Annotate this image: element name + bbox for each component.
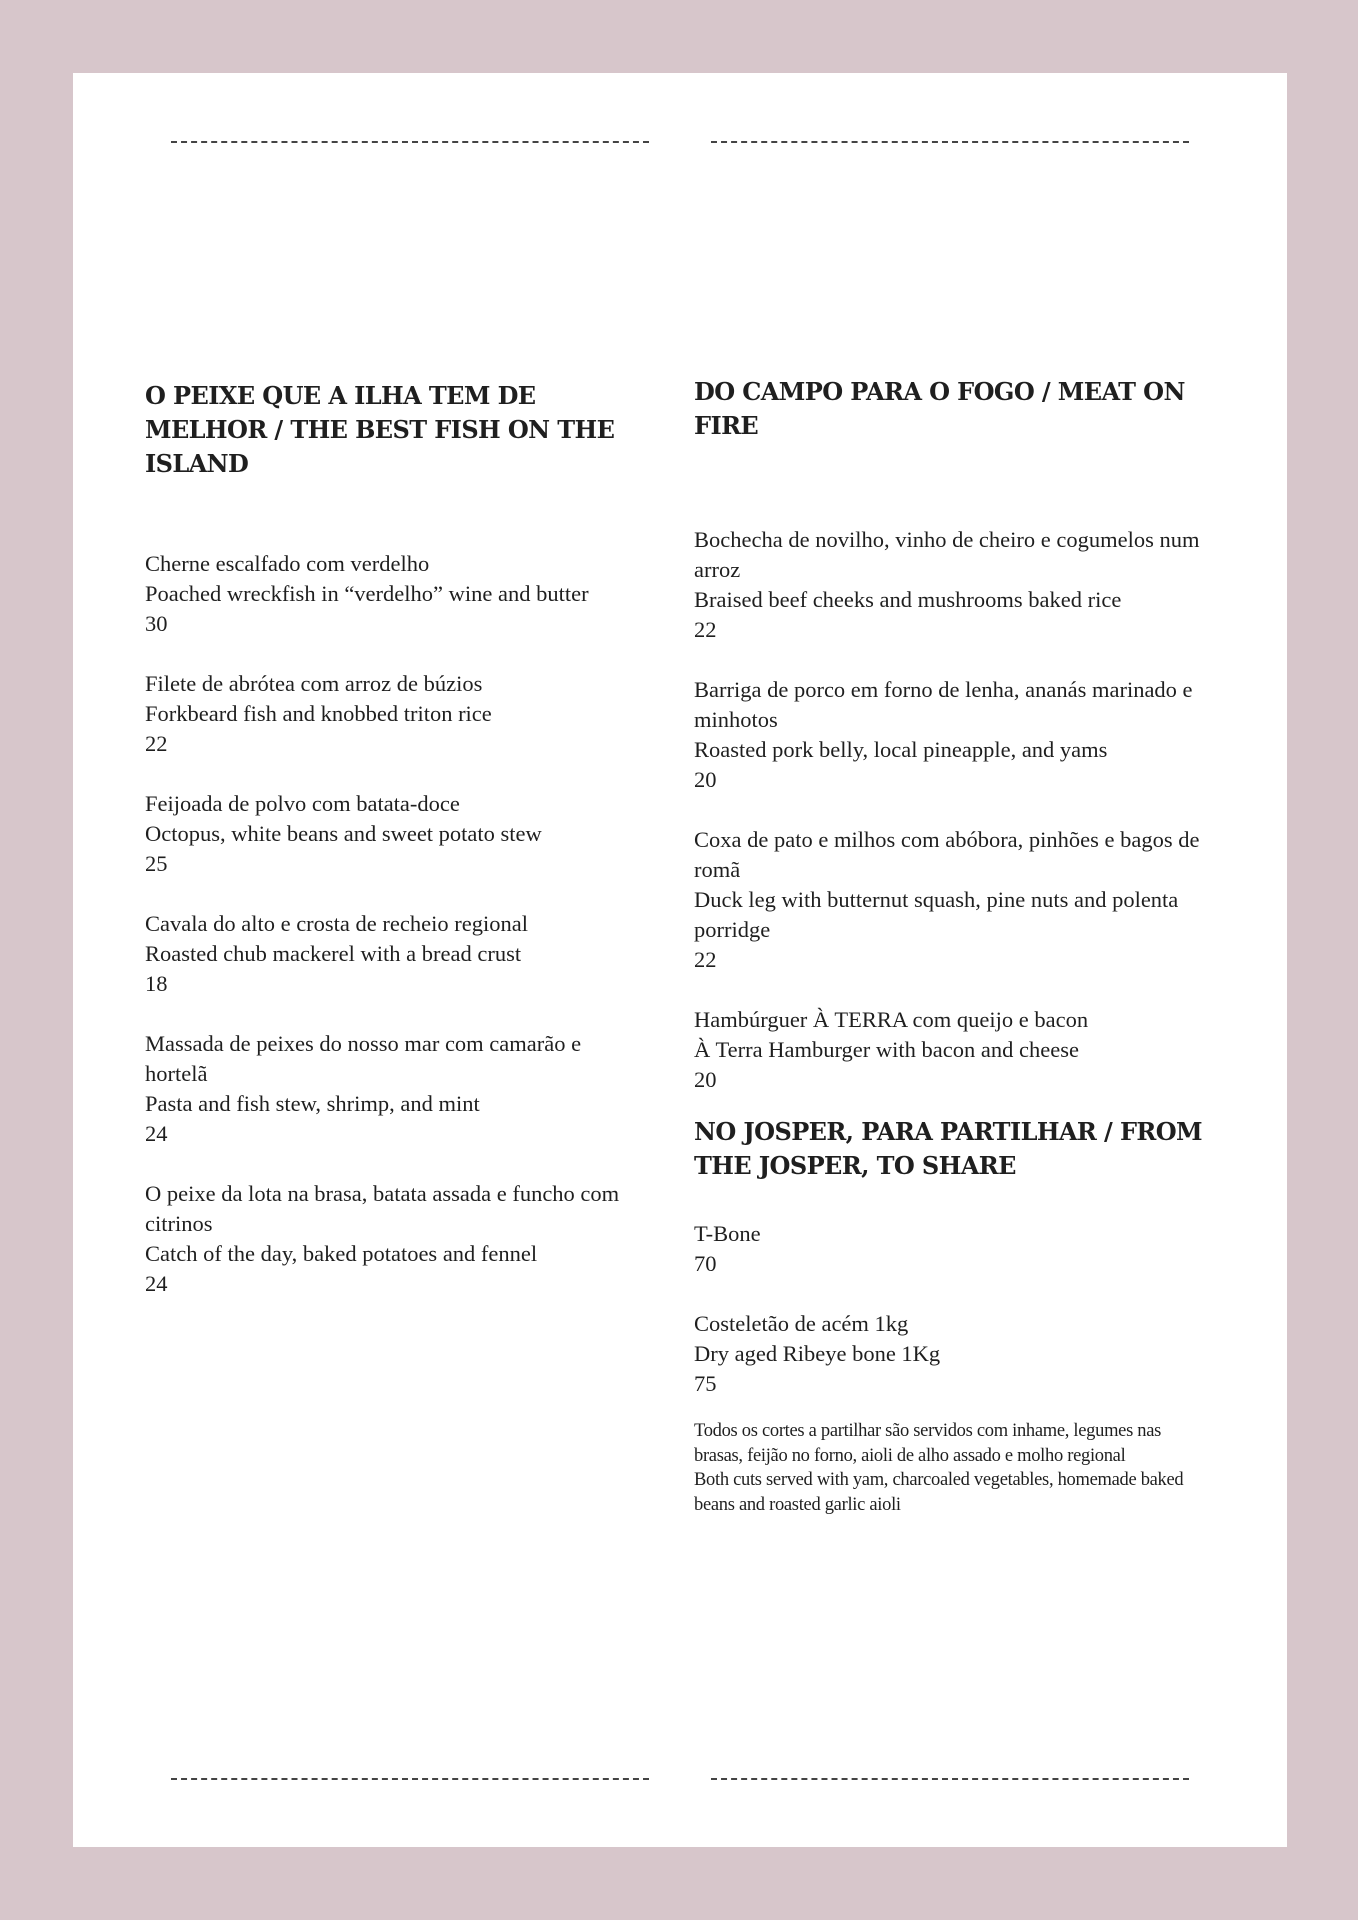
dashed-divider-top-right <box>711 141 1189 143</box>
dish-price: 20 <box>694 1067 717 1092</box>
dish-price: 22 <box>145 731 168 756</box>
dish-name-pt: Hambúrguer À TERRA com queijo e bacon <box>694 1007 1089 1032</box>
menu-page <box>73 73 1287 1847</box>
menu-item <box>145 789 645 879</box>
dish-name-en: Octopus, white beans and sweet potato stew <box>145 821 542 846</box>
dish-name-pt: Massada de peixes do nosso mar com camarão e hortelã <box>145 1031 582 1086</box>
menu-item <box>694 525 1214 645</box>
dish-name-en: À Terra Hamburger with bacon and cheese <box>694 1037 1079 1062</box>
dish-price: 20 <box>694 767 717 792</box>
dish-name-en: Duck leg with butternut squash, pine nuts and polenta porridge <box>694 887 1179 942</box>
dish-name-en: Forkbeard fish and knobbed triton rice <box>145 701 492 726</box>
menu-item <box>694 1309 1214 1399</box>
dish-name-en: Catch of the day, baked potatoes and fennel <box>145 1241 538 1266</box>
dashed-divider-bottom-left <box>171 1778 649 1780</box>
dish-price: 24 <box>145 1271 168 1296</box>
dish-name-en: Poached wreckfish in “verdelho” wine and butter <box>145 581 589 606</box>
dish-name-pt: Filete de abrótea com arroz de búzios <box>145 671 483 696</box>
meat-column <box>694 375 1214 1517</box>
menu-item <box>694 825 1214 975</box>
dish-name-pt: O peixe da lota na brasa, batata assada e funcho com citrinos <box>145 1181 620 1236</box>
dashed-divider-bottom-right <box>711 1778 1189 1780</box>
dish-price: 75 <box>694 1371 717 1396</box>
menu-item <box>694 1219 1214 1279</box>
dashed-divider-top-left <box>171 141 649 143</box>
dish-name-pt: Costeletão de acém 1kg <box>694 1311 909 1336</box>
dish-name-pt: Barriga de porco em forno de lenha, ananás marinado e minhotos <box>694 677 1193 732</box>
dish-name-en: Dry aged Ribeye bone 1Kg <box>694 1341 941 1366</box>
menu-item <box>145 669 645 759</box>
menu-item <box>145 909 645 999</box>
note-en: Both cuts served with yam, charcoaled vegetables, homemade baked beans and roasted garlic aioli <box>694 1470 1184 1515</box>
dish-name-en: Braised beef cheeks and mushrooms baked rice <box>694 587 1122 612</box>
menu-item <box>145 549 645 639</box>
dish-name-pt: Cavala do alto e crosta de recheio regional <box>145 911 528 936</box>
dish-name-pt: Cherne escalfado com verdelho <box>145 551 430 576</box>
dish-price: 22 <box>694 617 717 642</box>
menu-item <box>145 1179 645 1299</box>
sharing-note <box>694 1419 1214 1517</box>
note-pt: Todos os cortes a partilhar são servidos com inhame, legumes nas brasas, feijão no forno, aioli de alho assado e molho regional <box>694 1421 1162 1466</box>
dish-price: 24 <box>145 1121 168 1146</box>
dish-name-en: Roasted chub mackerel with a bread crust <box>145 941 522 966</box>
dish-price: 25 <box>145 851 168 876</box>
section-title-fish: O PEIXE QUE A ILHA TEM DE MELHOR / THE BEST FISH ON THE ISLAND <box>145 381 615 478</box>
menu-item <box>694 1005 1214 1095</box>
menu-item <box>145 1029 645 1149</box>
dish-price: 70 <box>694 1251 717 1276</box>
dish-price: 22 <box>694 947 717 972</box>
section-title-meat: DO CAMPO PARA O FOGO / MEAT ON FIRE <box>694 377 1185 440</box>
dish-name-pt: Feijoada de polvo com batata-doce <box>145 791 460 816</box>
fish-column <box>145 379 645 1329</box>
dish-name-en: Roasted pork belly, local pineapple, and yams <box>694 737 1108 762</box>
dish-name-pt: T-Bone <box>694 1221 761 1246</box>
section-title-josper: NO JOSPER, PARA PARTILHAR / FROM THE JOSPER, TO SHARE <box>694 1117 1203 1180</box>
dish-name-pt: Bochecha de novilho, vinho de cheiro e cogumelos num arroz <box>694 527 1200 582</box>
dish-name-en: Pasta and fish stew, shrimp, and mint <box>145 1091 480 1116</box>
menu-item <box>694 675 1214 795</box>
dish-name-pt: Coxa de pato e milhos com abóbora, pinhões e bagos de romã <box>694 827 1200 882</box>
dish-price: 30 <box>145 611 168 636</box>
dish-price: 18 <box>145 971 168 996</box>
